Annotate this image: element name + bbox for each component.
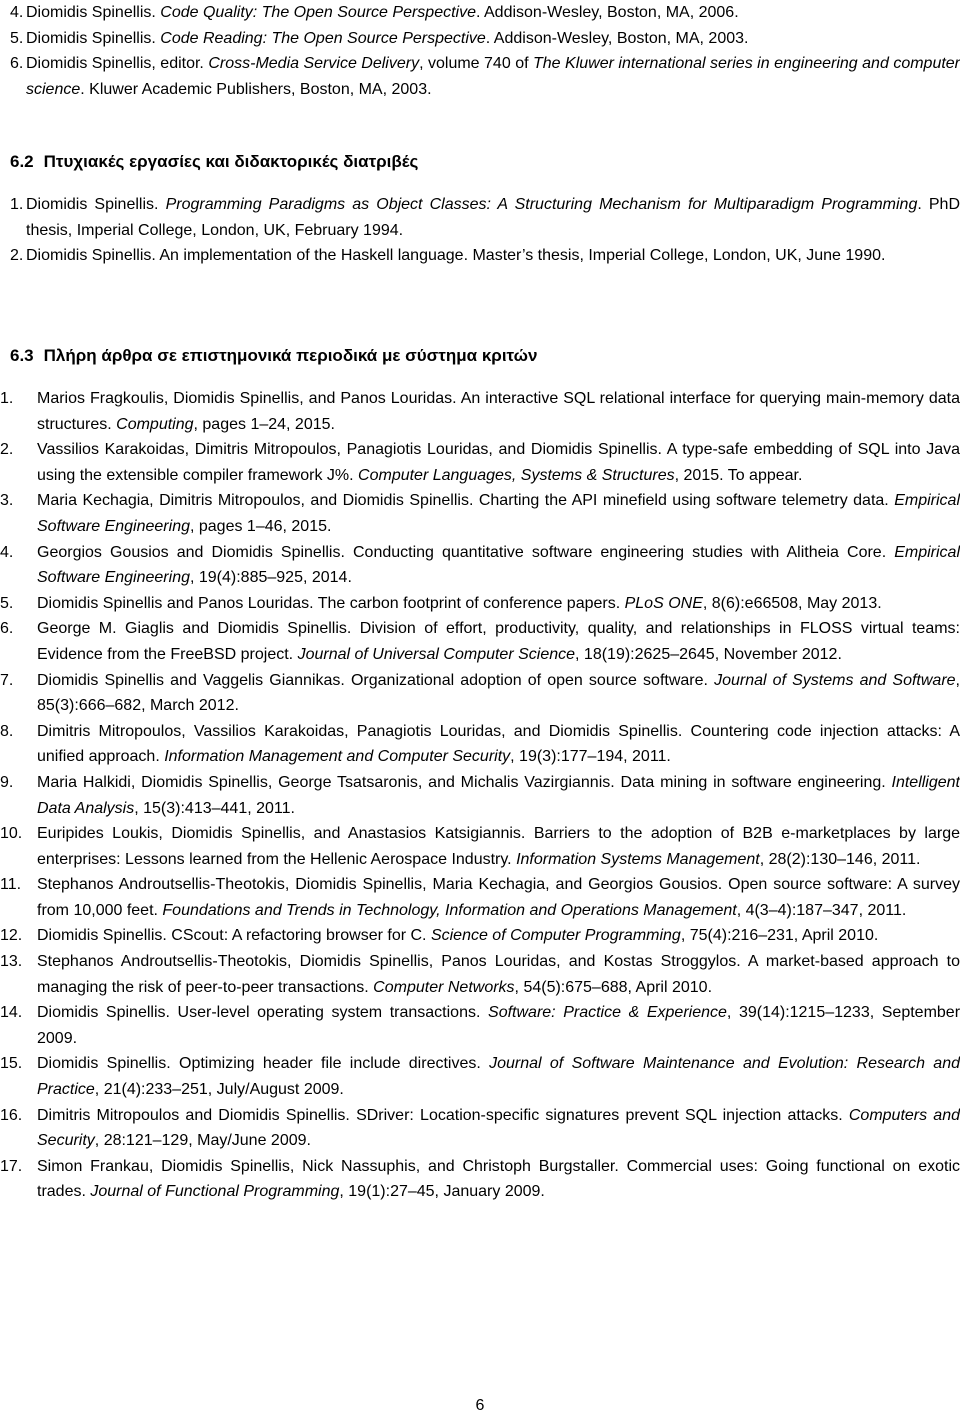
reference-item: [0, 437, 960, 488]
reference-item: [0, 1154, 960, 1205]
reference-item: [10, 192, 960, 243]
reference-number: 5.: [0, 594, 14, 612]
reference-venue: Computer Networks: [373, 978, 515, 996]
reference-number: 12.: [0, 927, 23, 945]
reference-number: 4.: [0, 543, 14, 561]
reference-text: Stephanos Androutsellis-Theotokis, Diomidis Spinellis, Maria Kechagia, and Georgios Gousios. Open source software: A survey from 10,000 feet.: [37, 876, 960, 919]
reference-item: [0, 821, 960, 872]
reference-number: 9.: [0, 773, 14, 791]
section-heading-6-2: [10, 152, 418, 172]
reference-item: [0, 872, 960, 923]
reference-text: Diomidis Spinellis. An implementation of the Haskell language. Master’s thesis, Imperial College, London, UK, June 1990.: [26, 247, 886, 265]
reference-text: Dimitris Mitropoulos, Vassilios Karakoidas, Panagiotis Louridas, and Diomidis Spinellis. Countering code injection attacks: A unified approach.: [37, 722, 960, 766]
reference-number: 5.: [10, 29, 24, 47]
reference-venue: Software: Practice & Experience: [488, 1004, 727, 1022]
reference-venue: Information Management and Computer Security: [164, 748, 511, 766]
reference-text: Maria Kechagia, Dimitris Mitropoulos, and Diomidis Spinellis. Charting the API minefield using software telemetry data.: [37, 492, 895, 510]
reference-venue: Computers and Security: [37, 1106, 960, 1150]
reference-venue: Journal of Functional Programming: [90, 1183, 340, 1201]
reference-number: 11.: [0, 876, 22, 894]
reference-text: Simon Frankau, Diomidis Spinellis, Nick Nassuphis, and Christoph Burgstaller. Commercial uses: Going functional on exotic trades.: [37, 1157, 960, 1201]
reference-venue: Intelligent Data Analysis: [37, 773, 960, 817]
reference-venue: PLoS ONE: [624, 594, 703, 612]
reference-venue: Journal of Software Maintenance and Evolution: Research and Practice: [37, 1055, 960, 1099]
reference-number: 15.: [0, 1055, 23, 1073]
reference-item: [10, 0, 960, 26]
reference-item: [0, 591, 960, 617]
reference-text: Diomidis Spinellis.: [26, 29, 161, 47]
reference-text: Diomidis Spinellis and Panos Louridas. The carbon footprint of conference papers.: [37, 594, 625, 612]
reference-text: . PhD thesis, Imperial College, London, UK, February 1994.: [26, 196, 960, 239]
reference-item: [0, 488, 960, 539]
reference-text: , 75(4):216–231, April 2010.: [680, 927, 879, 945]
section-title: Πτυχιακές εργασίες και διδακτορικές διατριβές: [43, 152, 419, 171]
reference-number: 2.: [0, 441, 14, 459]
reference-text: Vassilios Karakoidas, Dimitris Mitropoulos, Panagiotis Louridas, and Diomidis Spinellis. A type-safe embedding of SQL into Java using the extensible compiler framework J%.: [37, 441, 960, 484]
reference-venue: Code Quality: The Open Source Perspective: [160, 4, 476, 21]
section-title: Πλήρη άρθρα σε επιστημονικά περιοδικά με σύστημα κριτών: [43, 346, 538, 365]
reference-text: George M. Giaglis and Diomidis Spinellis. Division of effort, productivity, quality, and relationships in FLOSS virtual teams: Evidence from the FreeBSD project.: [37, 620, 960, 663]
reference-item: [0, 1051, 960, 1102]
reference-text: , 15(3):413–441, 2011.: [134, 799, 295, 817]
reference-text: Stephanos Androutsellis-Theotokis, Diomidis Spinellis, Panos Louridas, and Kostas Stroggylos. A market-based approach to managing the risk of peer-to-peer transactions.: [37, 953, 960, 996]
reference-number: 13.: [0, 953, 23, 971]
reference-item: [0, 719, 960, 770]
reference-text: , 18(19):2625–2645, November 2012.: [575, 645, 842, 663]
reference-item: [0, 923, 960, 949]
reference-venue: Journal of Universal Computer Science: [297, 645, 576, 663]
reference-item: [0, 1103, 960, 1154]
reference-venue: Programming Paradigms as Object Classes: A Structuring Mechanism for Multiparadigm Programming: [165, 196, 918, 213]
reference-item: [0, 668, 960, 719]
thesis-list: [10, 192, 960, 269]
section-number: 6.2: [10, 152, 34, 171]
reference-venue: Computer Languages, Systems & Structures: [358, 466, 675, 484]
book-list-continued: [10, 0, 960, 102]
reference-venue: Empirical Software Engineering: [37, 543, 960, 587]
reference-text: , pages 1–24, 2015.: [193, 415, 335, 433]
reference-venue: Science of Computer Programming: [430, 927, 681, 945]
reference-venue: Empirical Software Engineering: [37, 492, 960, 535]
reference-item: [0, 540, 960, 591]
reference-venue: The Kluwer international series in engineering and computer science: [26, 55, 960, 98]
reference-number: 7.: [0, 671, 14, 689]
reference-number: 16.: [0, 1106, 23, 1124]
reference-text: , 85(3):666–682, March 2012.: [37, 671, 960, 715]
reference-item: [10, 26, 960, 52]
reference-number: 14.: [0, 1004, 23, 1022]
reference-text: , 21(4):233–251, July/August 2009.: [94, 1081, 344, 1099]
reference-text: , pages 1–46, 2015.: [189, 517, 332, 535]
reference-text: , 28:121–129, May/June 2009.: [94, 1132, 311, 1150]
reference-item: [0, 770, 960, 821]
reference-venue: Code Reading: The Open Source Perspective: [160, 29, 486, 47]
reference-text: , 28(2):130–146, 2011.: [759, 850, 921, 868]
reference-number: 1.: [10, 196, 24, 213]
reference-venue: Computing: [116, 415, 194, 433]
reference-text: Diomidis Spinellis. Optimizing header file include directives.: [37, 1055, 490, 1073]
reference-text: . Addison-Wesley, Boston, MA, 2006.: [475, 4, 739, 21]
reference-text: Diomidis Spinellis, editor.: [26, 55, 209, 73]
reference-text: , 19(3):177–194, 2011.: [510, 748, 671, 766]
reference-text: , volume 740 of: [419, 55, 533, 73]
section-heading-6-3: [10, 346, 537, 366]
reference-text: , 54(5):675–688, April 2010.: [514, 978, 713, 996]
reference-text: Marios Fragkoulis, Diomidis Spinellis, and Panos Louridas. An interactive SQL relational interface for querying main-memory data structures.: [37, 390, 960, 433]
reference-number: 2.: [10, 247, 24, 265]
reference-number: 17.: [0, 1157, 23, 1175]
journal-article-list: [0, 386, 960, 1205]
reference-venue: Journal of Systems and Software: [714, 671, 956, 689]
reference-text: , 39(14):1215–1233, September 2009.: [37, 1004, 960, 1047]
reference-venue: Cross-Media Service Delivery: [208, 55, 420, 73]
reference-number: 10.: [0, 825, 23, 843]
reference-number: 3.: [0, 492, 14, 510]
reference-text: , 8(6):e66508, May 2013.: [702, 594, 882, 612]
reference-text: . Addison-Wesley, Boston, MA, 2003.: [485, 29, 749, 47]
reference-number: 4.: [10, 4, 24, 21]
reference-number: 6.: [10, 55, 24, 73]
reference-venue: Foundations and Trends in Technology, Information and Operations Management: [162, 901, 737, 919]
reference-text: Dimitris Mitropoulos and Diomidis Spinellis. SDriver: Location-specific signatures prevent SQL injection attacks.: [37, 1106, 849, 1124]
reference-venue: Information Systems Management: [516, 850, 760, 868]
reference-item: [0, 386, 960, 437]
reference-text: Diomidis Spinellis and Vaggelis Giannikas. Organizational adoption of open source software.: [37, 671, 715, 689]
reference-item: [0, 616, 960, 667]
reference-item: [10, 51, 960, 102]
reference-number: 8.: [0, 722, 14, 740]
reference-text: . Kluwer Academic Publishers, Boston, MA, 2003.: [80, 80, 432, 98]
reference-text: Diomidis Spinellis. CScout: A refactoring browser for C.: [37, 927, 431, 945]
reference-text: Maria Halkidi, Diomidis Spinellis, George Tsatsaronis, and Michalis Vazirgiannis. Data mining in software engineering.: [37, 773, 892, 791]
section-number: 6.3: [10, 346, 34, 365]
reference-item: [10, 243, 960, 269]
reference-number: 6.: [0, 620, 14, 638]
reference-text: , 2015. To appear.: [674, 466, 803, 484]
reference-text: Diomidis Spinellis.: [26, 196, 166, 213]
reference-text: , 4(3–4):187–347, 2011.: [736, 901, 907, 919]
reference-text: , 19(1):27–45, January 2009.: [339, 1183, 545, 1201]
page-number: 6: [475, 1397, 485, 1414]
reference-number: 1.: [0, 390, 14, 407]
reference-item: [0, 949, 960, 1000]
reference-text: Diomidis Spinellis. User-level operating system transactions.: [37, 1004, 489, 1022]
reference-text: Diomidis Spinellis.: [26, 4, 161, 21]
reference-item: [0, 1000, 960, 1051]
reference-text: , 19(4):885–925, 2014.: [189, 569, 352, 587]
reference-text: Georgios Gousios and Diomidis Spinellis. Conducting quantitative software engineering studies with Alitheia Core.: [37, 543, 895, 561]
reference-text: Euripides Loukis, Diomidis Spinellis, and Anastasios Katsigiannis. Barriers to the adoption of B2B e-marketplaces by large enterprises: Lessons learned from the Hellenic Aerospace Industry.: [37, 825, 960, 868]
